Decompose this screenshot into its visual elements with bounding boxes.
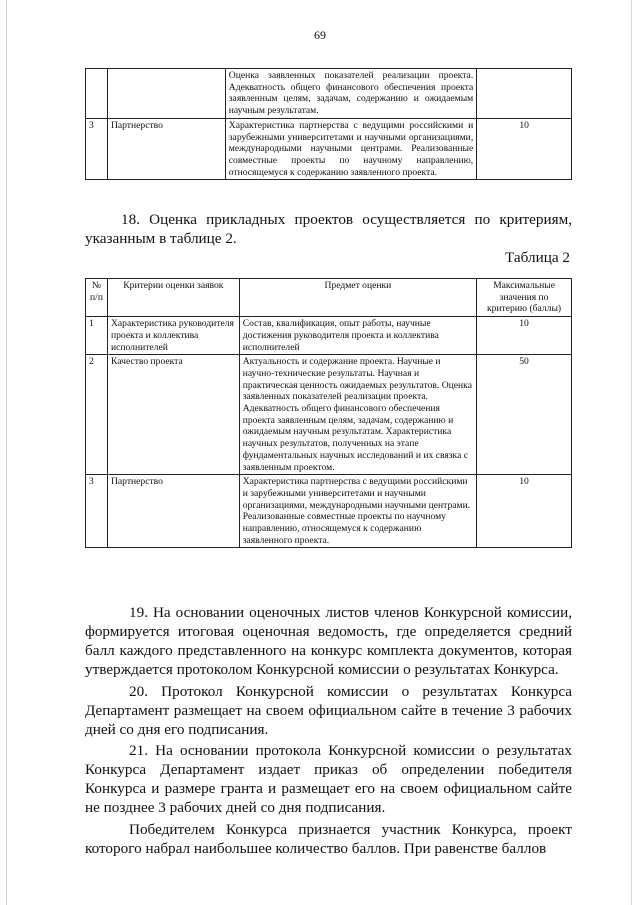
criteria-table-1-continued [85,68,572,180]
table-header-row [86,279,572,317]
header-criterion: Критерии оценки заявок [107,279,239,317]
score-cell: 10 [477,475,572,548]
criterion-cell: Качество проекта [107,355,239,475]
subject-cell: Характеристика партнерства с ведущими российскими и зарубежными университетами и научными организациями, международными научными центрами. Реализованные совместные проекты по научному направлению, относящемуся к содержанию заявленного проекта. [225,118,476,180]
header-subject: Предмет оценки [239,279,476,317]
score-cell: 10 [477,317,572,355]
table-row [86,317,572,355]
row-number: 3 [86,118,108,180]
subject-cell [239,475,476,548]
row-number [86,69,108,119]
table-row [86,355,572,475]
criterion-cell: Характеристика руководителя проекта и коллектива исполнителей [107,317,239,355]
criterion-cell [107,69,225,119]
table-row [86,475,572,548]
score-cell: 10 [477,118,572,180]
table-row [86,69,572,119]
scan-left-edge [6,0,7,905]
paragraph-20: 20. Протокол Конкурсной комиссии о результатах Конкурса Департамент размещает на своем официальном сайте в течение 3 рабочих дней со дня его подписания. [85,683,572,738]
page-number: 69 [314,28,326,42]
paragraph-19: 19. На основании оценочных листов членов Конкурсной комиссии, формируется итоговая оценочная ведомость, где определяется средний балл каждого представленного на конкурс комплекта документов, которая утверждается протоколом Конкурсной комиссии о результатах Конкурса. [85,604,572,678]
subject-text: Характеристика партнерства с ведущими российскими и зарубежными университетами и научными организациями, международными научными центрами. [242,476,471,511]
scan-right-edge [631,0,632,905]
header-score: Максимальные значения по критерию (баллы) [477,279,572,317]
score-cell: 50 [477,355,572,475]
row-number: 2 [86,355,108,475]
score-cell [477,69,572,119]
table-row [86,118,572,180]
row-number: 1 [86,317,108,355]
subject-cell: Состав, квалификация, опыт работы, научные достижения руководителя проекта и коллектива исполнителей [239,317,476,355]
row-number: 3 [86,475,108,548]
table-2-caption: Таблица 2 [505,249,570,266]
paragraph-18: 18. Оценка прикладных проектов осуществляется по критериям, указанным в таблице 2. [85,211,572,247]
header-num: № п/п [86,279,108,317]
subject-cell: Оценка заявленных показателей реализации проекта. Адекватность общего финансового обеспечения проекта заявленным целям, задачам, содержанию и ожидаемым научным результатам. [225,69,476,119]
paragraph-winner: Победителем Конкурса признается участник Конкурса, проект которого набрал наибольшее количество баллов. При равенстве баллов [85,821,572,857]
criterion-cell: Партнерство [107,118,225,180]
subject-cell: Актуальность и содержание проекта. Научные и научно-технические результаты. Научная и практическая ценность ожидаемых результатов. Оценка заявленных показателей реализации проекта. Адекватность общего финансового обеспечения проекта заявленным целям, задачам, содержанию и ожидаемым научным результатам. Характеристика научных результатов, полученных на этапе фундаментальных научных исследований и их связка с заявленным проектом. [239,355,476,475]
criterion-cell: Партнерство [107,475,239,548]
paragraph-21: 21. На основании протокола Конкурсной комиссии о результатах Конкурса Департамент издает приказ об определении победителя Конкурса и размере гранта и размещает его на своем официальном сайте не позднее 3 рабочих дней со дня подписания. [85,742,572,816]
criteria-table-2 [85,278,572,548]
subject-text-continued: Реализованные совместные проекты по научному направлению, относящемуся к содержанию заявленного проекта. [242,511,446,546]
